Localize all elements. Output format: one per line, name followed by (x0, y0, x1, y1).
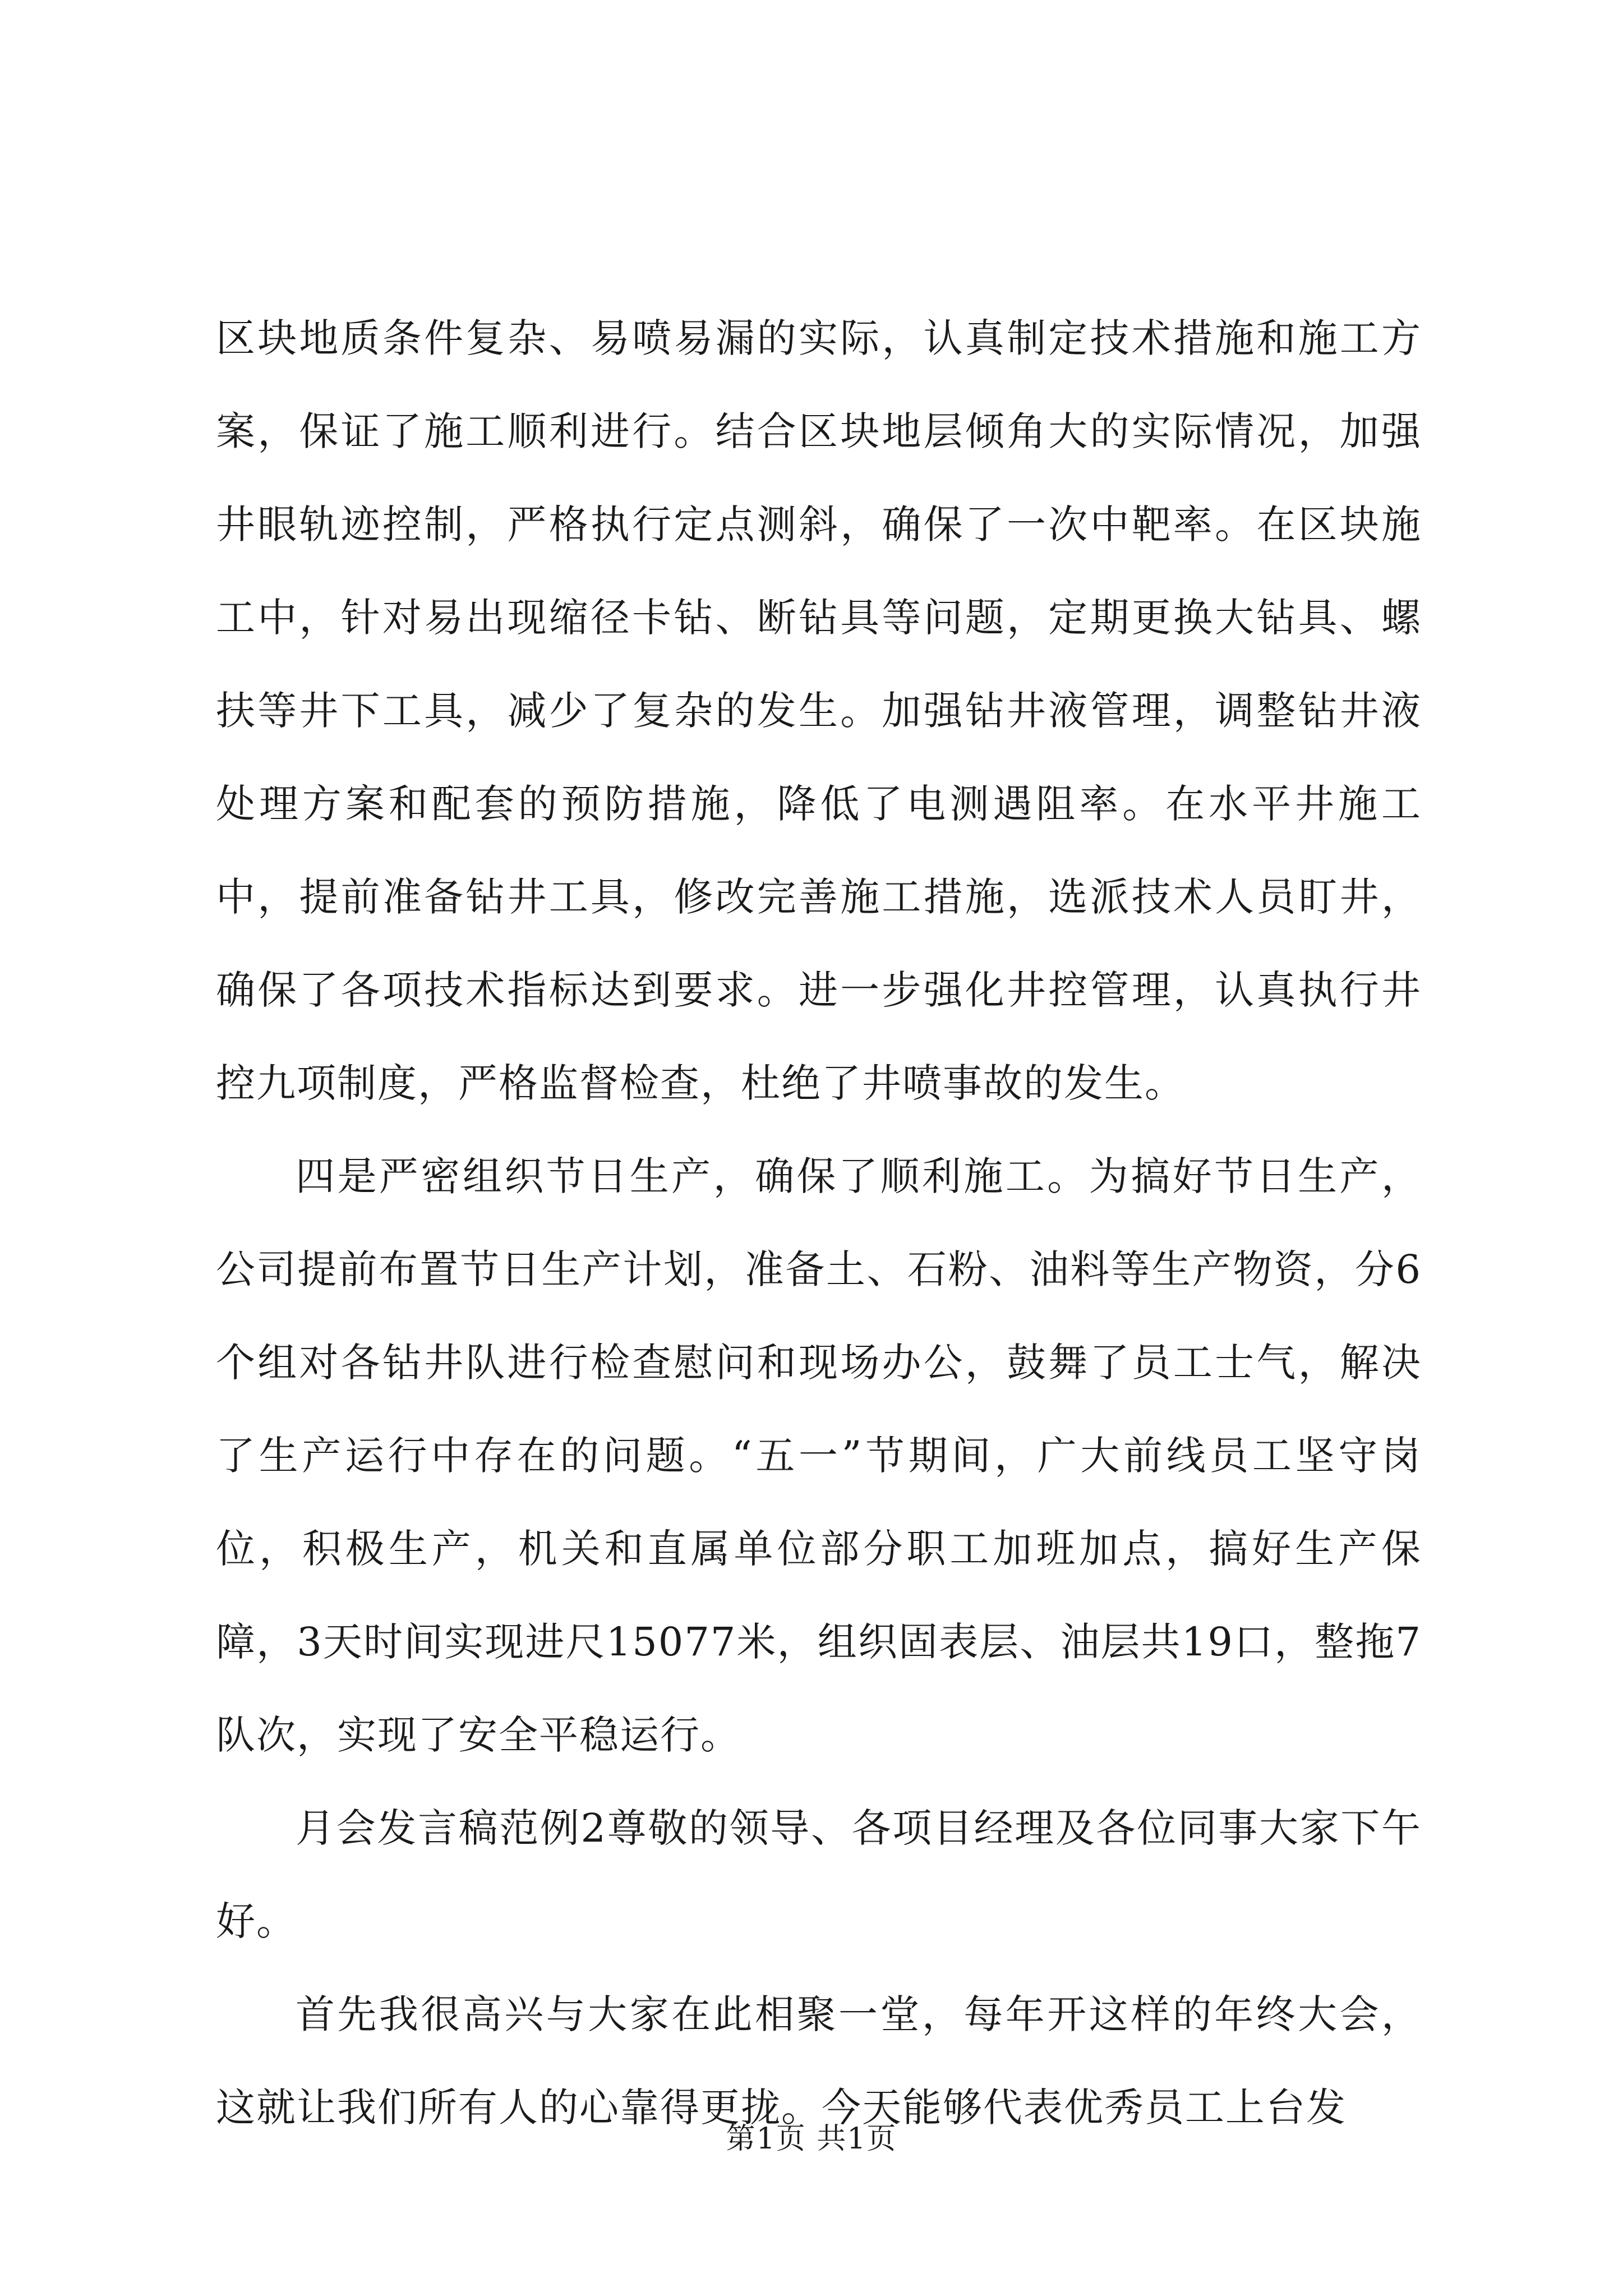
paragraph: 首先我很高兴与大家在此相聚一堂，每年开这样的年终大会，这就让我们所有人的心靠得更拢。今天能够代表优秀员工上台发 (216, 1991, 1422, 2131)
paragraph: 月会发言稿范例2尊敬的领导、各项目经理及各位同事大家下午好。 (216, 1805, 1422, 1944)
page-footer: 第1页 共1页 (726, 2122, 897, 2156)
paragraph: 区块地质条件复杂、易喷易漏的实际，认真制定技术措施和施工方案，保证了施工顺利进行。结合区块地层倾角大的实际情况，加强井眼轨迹控制，严格执行定点测斜，确保了一次中靶率。在区块施工中，针对易出现缩径卡钻、断钻具等问题，定期更换大钻具、螺扶等井下工具，减少了复杂的发生。加强钻井液管理，调整钻井液处理方案和配套的预防措施，降低了电测遇阻率。在水平井施工中，提前准备钻井工具，修改完善施工措施，选派技术人员盯井，确保了各项技术指标达到要求。进一步强化井控管理，认真执行井控九项制度，严格监督检查，杜绝了井喷事故的发生。 (216, 315, 1422, 1106)
paragraph: 四是严密组织节日生产，确保了顺利施工。为搞好节日生产，公司提前布置节日生产计划，准备土、石粉、油料等生产物资，分6个组对各钻井队进行检查慰问和现场办公，鼓舞了员工士气，解决了生产运行中存在的问题。“五一”节期间，广大前线员工坚守岗位，积极生产，机关和直属单位部分职工加班加点，搞好生产保障，3天时间实现进尺15077米，组织固表层、油层共19口，整拖7队次，实现了安全平稳运行。 (216, 1153, 1422, 1758)
document-body (216, 292, 1422, 2154)
